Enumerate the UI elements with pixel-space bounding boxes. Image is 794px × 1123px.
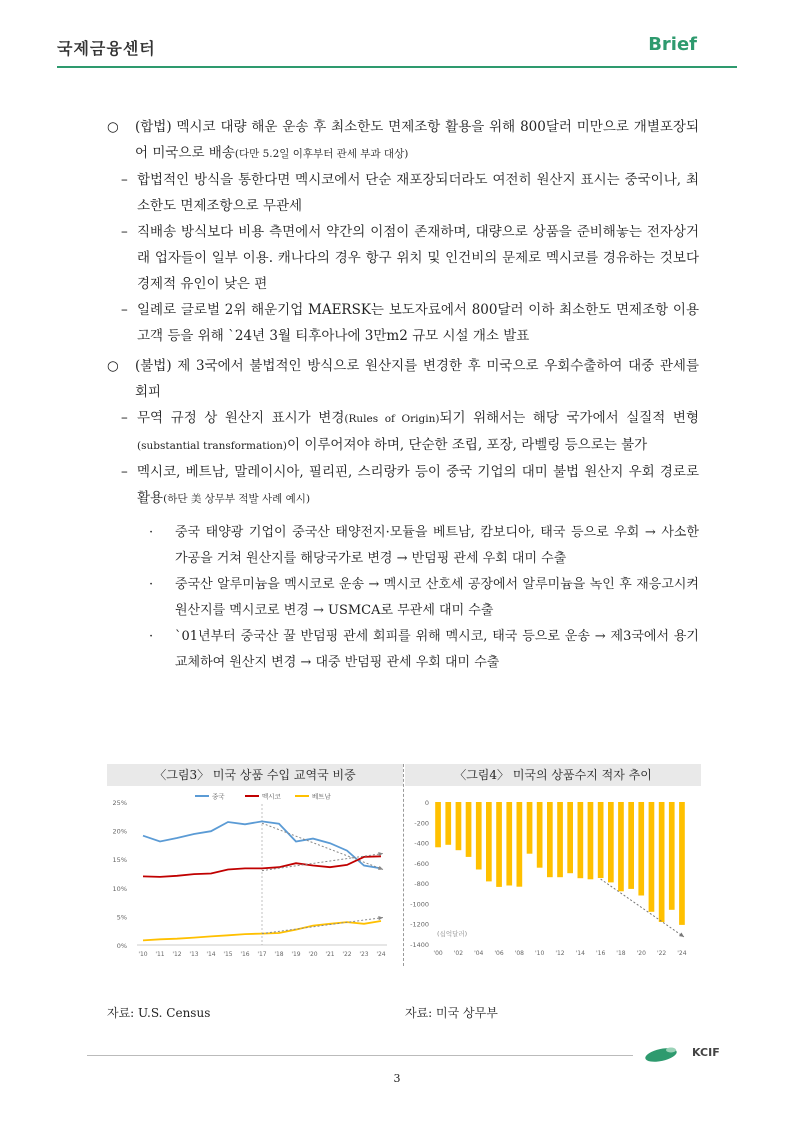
x-tick-label: '21 — [325, 951, 335, 958]
x-tick-label: '17 — [257, 951, 267, 958]
x-tick-label: '24 — [677, 950, 687, 957]
unit-label: (십억달러) — [437, 930, 468, 938]
deficit-bar — [659, 802, 665, 922]
y-tick-label: -1200 — [410, 920, 429, 929]
trend-arrowhead — [679, 933, 684, 937]
deficit-bar — [638, 802, 644, 896]
dash-item: – 일례로 글로벌 2위 해운기업 MAERSK는 보도자료에서 800달러 이하 최소한도 면제조항 이용 고객 등을 위해 `24년 3월 티후아나에 3만m2 규모 시설 개소 발표 — [121, 302, 699, 344]
deficit-bar — [476, 802, 482, 870]
x-tick-label: '16 — [595, 950, 606, 957]
x-tick-label: '12 — [172, 951, 182, 958]
y-tick-label: 0 — [424, 799, 429, 807]
deficit-bar — [649, 802, 655, 912]
chart-source-left: 자료: U.S. Census — [107, 1006, 211, 1020]
document-type-label: Brief — [648, 34, 697, 55]
x-tick-label: '10 — [138, 951, 148, 958]
deficit-bar — [445, 802, 451, 845]
deficit-bar — [466, 802, 472, 857]
x-tick-label: '12 — [555, 950, 565, 957]
legend-label: 베트남 — [312, 792, 331, 801]
deficit-bar — [618, 802, 624, 891]
deficit-bar — [537, 802, 543, 868]
footer-divider — [87, 1055, 633, 1056]
chart-source-right: 자료: 미국 상무부 — [405, 1006, 498, 1020]
deficit-bar — [456, 802, 462, 850]
bar-chart-svg — [405, 786, 701, 966]
trade-deficit-chart — [405, 764, 701, 966]
x-tick-label: '00 — [433, 950, 443, 957]
x-tick-label: '06 — [494, 950, 504, 957]
x-tick-label: '11 — [155, 951, 165, 958]
trend-arrow — [262, 918, 383, 934]
x-tick-label: '23 — [359, 951, 369, 958]
x-tick-label: '22 — [342, 951, 352, 958]
x-tick-label: '14 — [206, 951, 216, 958]
x-tick-label: '20 — [308, 951, 318, 958]
deficit-bar — [588, 802, 594, 879]
y-tick-label: 5% — [116, 913, 127, 922]
chart-divider — [403, 764, 404, 966]
y-tick-label: 0% — [116, 942, 127, 950]
x-tick-label: '10 — [535, 950, 545, 957]
deficit-bar — [567, 802, 573, 873]
deficit-bar — [517, 802, 523, 887]
legend-label: 멕시코 — [262, 792, 281, 801]
x-tick-label: '13 — [189, 951, 199, 958]
deficit-bar — [547, 802, 553, 877]
x-tick-label: '18 — [616, 950, 626, 957]
deficit-bar — [435, 802, 441, 847]
dash-item: – 멕시코, 베트남, 말레이시아, 필리핀, 스리랑카 등이 중국 기업의 대미 불법 원산지 우회 경로로 활용(하단 美 상무부 적발 사례 예시) — [121, 464, 699, 506]
x-tick-label: '15 — [223, 951, 233, 958]
case-example: · 중국 태양광 기업이 중국산 태양전지·모듈을 베트남, 캄보디아, 태국 등으로 우회 → 사소한 가공을 거쳐 원산지를 해당국가로 변경 → 반덤핑 관세 우회 대미 수출 — [149, 525, 699, 566]
dash-item: – 합법적인 방식을 통한다면 멕시코에서 단순 재포장되더라도 여전히 원산지 표시는 중국이나, 최소한도 면제조항으로 무관세 — [121, 172, 699, 214]
deficit-bar — [578, 802, 584, 878]
y-tick-label: 15% — [112, 856, 127, 865]
y-tick-label: 10% — [112, 884, 127, 893]
legend-label: 중국 — [212, 792, 225, 801]
deficit-bar — [506, 802, 512, 886]
x-tick-label: '24 — [376, 951, 386, 958]
deficit-bar — [608, 802, 614, 882]
kcif-logo-icon — [641, 1044, 685, 1064]
y-tick-label: -200 — [414, 819, 429, 828]
x-tick-label: '18 — [274, 951, 284, 958]
deficit-bar — [669, 802, 675, 910]
footer-brand: KCIF — [692, 1046, 720, 1059]
deficit-bar — [598, 802, 604, 878]
x-tick-label: '08 — [514, 950, 525, 957]
body-content — [107, 114, 699, 676]
case-example: · `01년부터 중국산 꿀 반덤핑 관세 회피를 위해 멕시코, 태국 등으로 운송 → 제3국에서 용기 교체하여 원산지 변경 → 대중 반덤핑 관세 우회 대미 수출 — [149, 629, 699, 670]
y-tick-label: -400 — [414, 839, 429, 848]
chart-title: 〈그림3〉 미국 상품 수입 교역국 비중 — [107, 764, 403, 786]
case-example: · 중국산 알루미늄을 멕시코로 운송 → 멕시코 산호세 공장에서 알루미늄을 녹인 후 재응고시켜 원산지를 멕시코로 변경 → USMCA로 무관세 대미 수출 — [149, 577, 699, 618]
y-tick-label: -1000 — [410, 900, 429, 909]
x-tick-label: '02 — [453, 950, 464, 957]
deficit-bar — [496, 802, 502, 887]
x-tick-label: '19 — [291, 951, 301, 958]
bullet-legal-route: ○ (합법) 멕시코 대량 해운 운송 후 최소한도 면제조항 활용을 위해 800달러 미만으로 개별포장되어 미국으로 배송(다만 5.2일 이후부터 관세 부과 대상) — [107, 119, 699, 161]
page-number: 3 — [393, 1072, 401, 1085]
x-tick-label: '14 — [575, 950, 585, 957]
chart-title: 〈그림4〉 미국의 상품수지 적자 추이 — [405, 764, 701, 786]
deficit-bar — [527, 802, 533, 854]
dash-item: – 무역 규정 상 원산지 표시가 변경(Rules of Origin)되기 위해서는 해당 국가에서 실질적 변형(substantial transformation)이 이루어져야 하며, 단순한 조립, 포장, 라벨링 등으로는 불가 — [121, 410, 699, 453]
header-divider — [57, 66, 737, 68]
y-tick-label: -1400 — [410, 941, 429, 949]
deficit-bar — [679, 802, 685, 925]
x-tick-label: '04 — [474, 950, 484, 957]
bullet-illegal-route: ○ (불법) 제 3국에서 불법적인 방식으로 원산지를 변경한 후 미국으로 우회수출하여 대중 관세를 회피 — [107, 358, 699, 400]
y-tick-label: 20% — [112, 827, 127, 836]
deficit-bar — [628, 802, 634, 889]
x-tick-label: '16 — [240, 951, 250, 958]
organization-name: 국제금융센터 — [57, 39, 156, 58]
line-chart-svg — [107, 786, 403, 966]
x-tick-label: '20 — [636, 950, 646, 957]
import-share-chart — [107, 764, 403, 966]
deficit-bar — [557, 802, 563, 877]
y-tick-label: -800 — [414, 880, 429, 889]
dash-item: – 직배송 방식보다 비용 측면에서 약간의 이점이 존재하며, 대량으로 상품을 준비해놓는 전자상거래 업자들이 일부 이용. 캐나다의 경우 항구 위치 및 인건비의 문제로 멕시코를 경유하는 것보다 경제적 유인이 낮은 편 — [121, 224, 699, 292]
x-tick-label: '22 — [656, 950, 667, 957]
deficit-bar — [486, 802, 492, 881]
y-tick-label: -600 — [414, 859, 429, 868]
y-tick-label: 25% — [112, 799, 127, 807]
